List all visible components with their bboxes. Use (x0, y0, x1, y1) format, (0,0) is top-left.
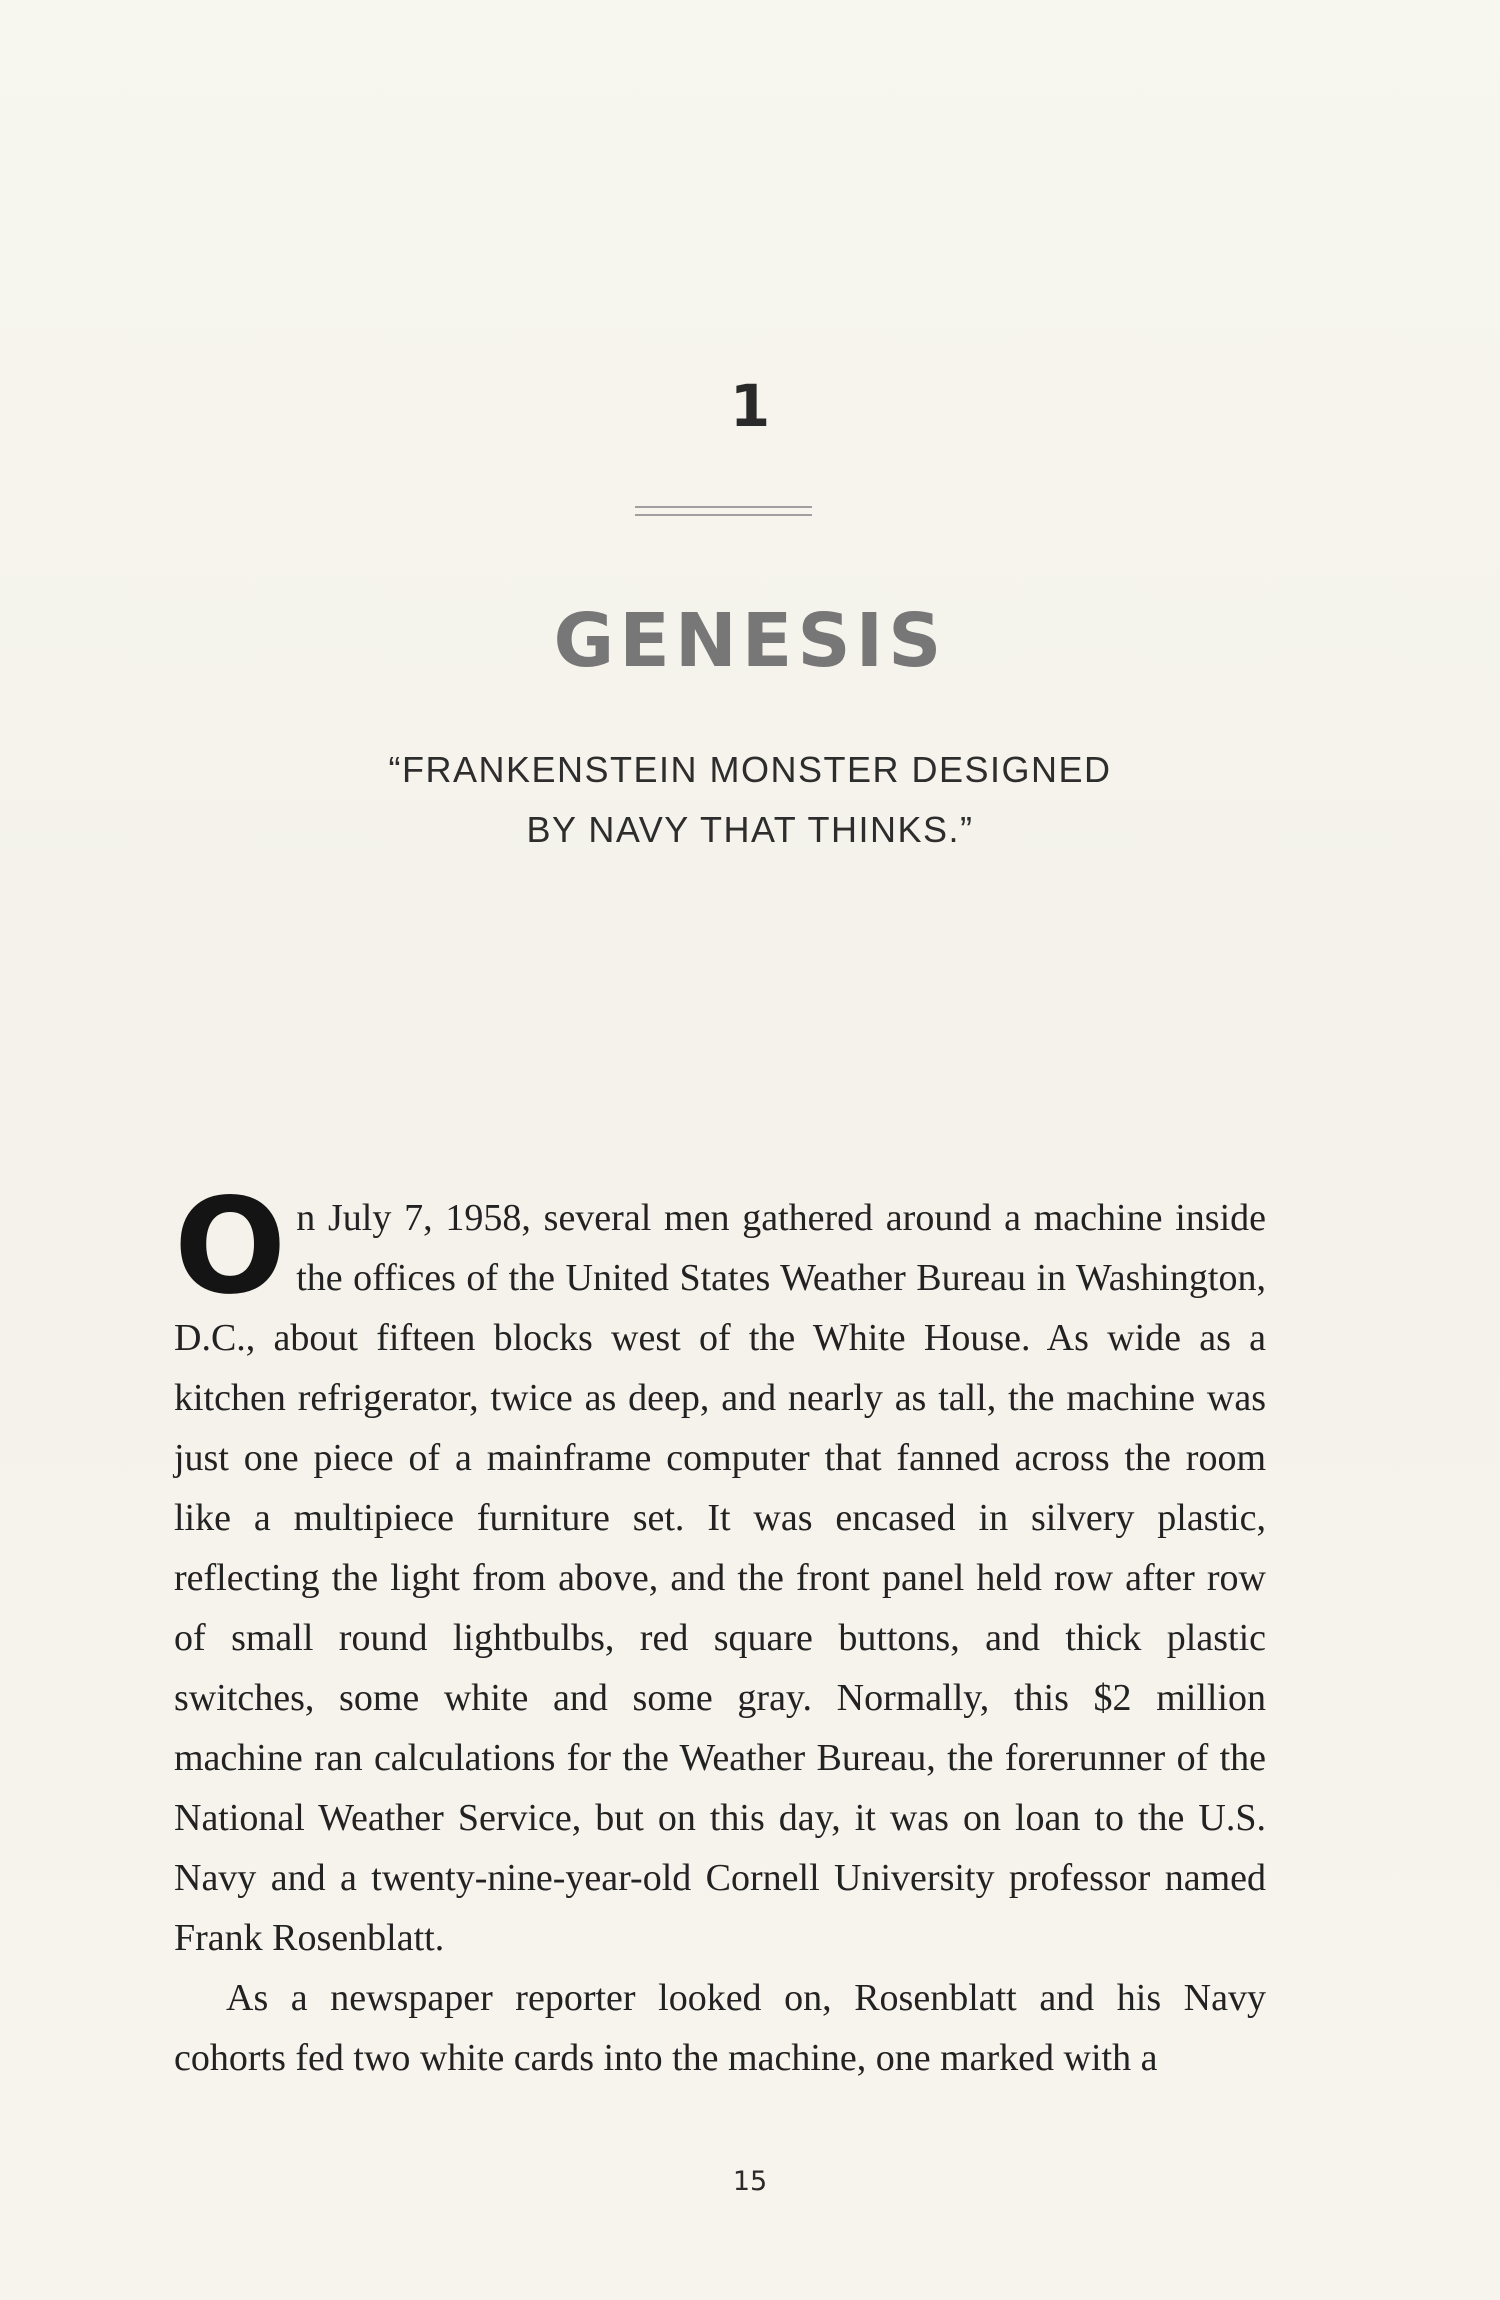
epigraph-line-1: “FRANKENSTEIN MONSTER DESIGNED (388, 749, 1112, 790)
paragraph-1 (174, 1170, 1266, 1968)
paragraph-1-text: n July 7, 1958, several men gathered around a machine inside the offices of the United States Weather Bureau in Washington, D.C., about fifteen blocks west of the White House. As wide as a kitchen refrigerator, twice as deep, and nearly as tall, the machine was just one piece of a mainframe computer that fanned across the room like a multipiece furniture set. It was encased in silvery plastic, reflecting the light from above, and the front panel held row after row of small round lightbulbs, red square buttons, and thick plastic switches, some white and some gray. Normally, this $2 million machine ran calculations for the Weather Bureau, the forerunner of the National Weather Service, but on this day, it was on loan to the U.S. Navy and a twenty-nine-year-old Cornell University professor named Frank Rosenblatt. (174, 1197, 1266, 1959)
chapter-title: GENESIS (553, 598, 947, 684)
epigraph-line-2: BY NAVY THAT THINKS.” (526, 809, 974, 850)
chapter-divider-top (635, 506, 812, 508)
page-number: 15 (732, 2166, 768, 2197)
paragraph-2: As a newspaper reporter looked on, Rosenblatt and his Navy cohorts fed two white cards into the machine, one marked with a (174, 1977, 1266, 2079)
chapter-divider-bottom (635, 514, 812, 516)
chapter-number: 1 (729, 372, 771, 440)
chapter-epigraph (0, 740, 1500, 860)
drop-cap: O (174, 1170, 287, 1324)
body-text (174, 1170, 1266, 2088)
